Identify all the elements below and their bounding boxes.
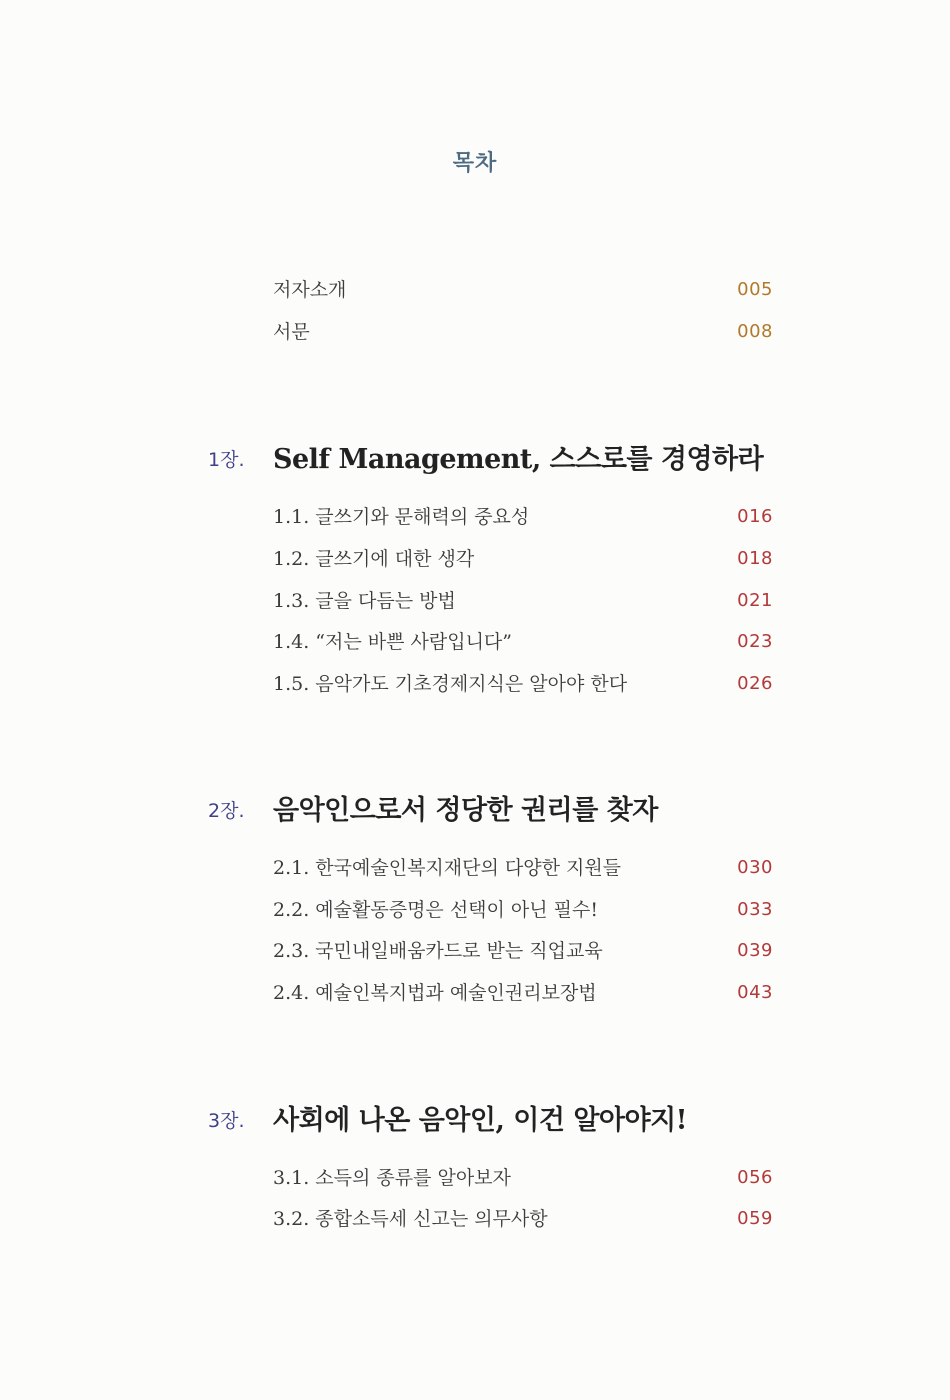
- entry-label: 2.2. 예술활동증명은 선택이 아닌 필수!: [273, 899, 599, 921]
- chapter-2-heading[interactable]: [208, 791, 808, 831]
- toc-title: 목차: [452, 150, 498, 176]
- toc-entry-3-1[interactable]: [273, 1163, 773, 1193]
- chapter-title: 사회에 나온 음악인, 이건 알아야지!: [273, 1105, 687, 1136]
- entry-page: 008: [737, 321, 773, 342]
- entry-label: 1.2. 글쓰기에 대한 생각: [273, 548, 475, 570]
- toc-entry-3-2[interactable]: [273, 1204, 773, 1234]
- entry-page: 056: [737, 1167, 773, 1188]
- entry-label: 2.1. 한국예술인복지재단의 다양한 지원들: [273, 857, 622, 879]
- entry-label: 3.2. 종합소득세 신고는 의무사항: [273, 1208, 548, 1230]
- chapter-number: 1장.: [208, 449, 245, 471]
- toc-entry-1-4[interactable]: [273, 627, 773, 657]
- entry-page: 043: [737, 982, 773, 1003]
- toc-entry-author-intro[interactable]: [273, 275, 773, 305]
- entry-page: 018: [737, 548, 773, 569]
- chapter-3-heading[interactable]: [208, 1101, 808, 1141]
- entry-label: 1.1. 글쓰기와 문해력의 중요성: [273, 506, 530, 528]
- toc-entry-2-4[interactable]: [273, 978, 773, 1008]
- entry-page: 026: [737, 673, 773, 694]
- entry-label: 2.4. 예술인복지법과 예술인권리보장법: [273, 982, 597, 1004]
- toc-entry-preface[interactable]: [273, 317, 773, 347]
- toc-entry-1-3[interactable]: [273, 586, 773, 616]
- entry-label: 서문: [273, 321, 310, 343]
- entry-label: 1.5. 음악가도 기초경제지식은 알아야 한다: [273, 673, 628, 695]
- entry-page: 016: [737, 506, 773, 527]
- chapter-number: 2장.: [208, 800, 245, 822]
- toc-entry-2-3[interactable]: [273, 936, 773, 966]
- entry-page: 021: [737, 590, 773, 611]
- chapter-title: Self Management, 스스로를 경영하라: [273, 444, 764, 475]
- entry-page: 005: [737, 279, 773, 300]
- entry-page: 033: [737, 899, 773, 920]
- entry-label: 3.1. 소득의 종류를 알아보자: [273, 1167, 511, 1189]
- entry-page: 023: [737, 631, 773, 652]
- entry-label: 1.4. “저는 바쁜 사람입니다”: [273, 631, 512, 653]
- entry-label: 저자소개: [273, 279, 347, 301]
- entry-page: 039: [737, 940, 773, 961]
- toc-entry-1-2[interactable]: [273, 544, 773, 574]
- toc-entry-1-5[interactable]: [273, 669, 773, 699]
- entry-label: 2.3. 국민내일배움카드로 받는 직업교육: [273, 940, 603, 962]
- entry-label: 1.3. 글을 다듬는 방법: [273, 590, 456, 612]
- chapter-title: 음악인으로서 정당한 권리를 찾자: [273, 795, 658, 826]
- toc-entry-2-2[interactable]: [273, 895, 773, 925]
- toc-entry-2-1[interactable]: [273, 853, 773, 883]
- entry-page: 059: [737, 1208, 773, 1229]
- toc-entry-1-1[interactable]: [273, 502, 773, 532]
- chapter-number: 3장.: [208, 1110, 245, 1132]
- chapter-1-heading[interactable]: [208, 440, 808, 480]
- entry-page: 030: [737, 857, 773, 878]
